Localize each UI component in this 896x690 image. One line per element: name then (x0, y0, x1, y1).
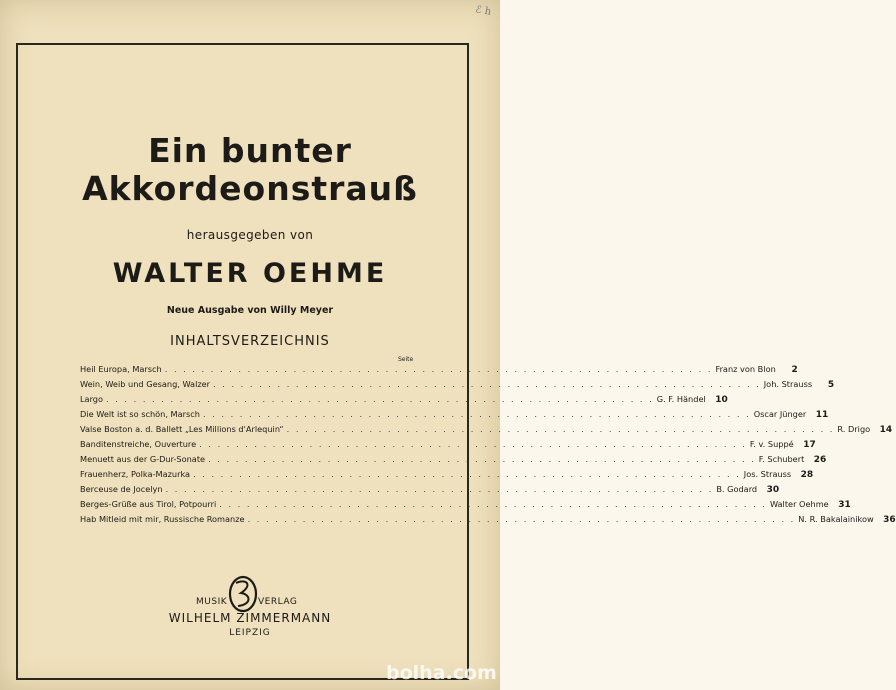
toc-entry (80, 452, 827, 467)
toc-entry (80, 392, 728, 407)
toc-entry-composer: Joh. Strauss (763, 379, 813, 389)
toc-leader-dots: . . . . . . . . . . . . . . . . . . . . . . . . . . . . . . . . . . . . . . . . . . . . . . . . . . . . . . . . . . . . (165, 484, 714, 494)
toc-entry-composer: F. v. Suppé (749, 439, 794, 449)
title-line-2: Akkordeonstrauß (82, 169, 418, 208)
toc-leader-dots: . . . . . . . . . . . . . . . . . . . . . . . . . . . . . . . . . . . . . . . . . . . . . . . . . . . . . . . . . . . . (286, 424, 835, 434)
toc-entry-title: Wein, Weib und Gesang, Walzer (80, 379, 211, 389)
toc-entry-title: Largo (80, 394, 104, 404)
publisher-verlag: VERLAG (258, 597, 298, 607)
publisher-logo-icon (226, 572, 260, 614)
toc-entry (80, 407, 829, 422)
toc-entry-composer: Jos. Strauss (743, 469, 792, 479)
page-column-label: Seite (398, 356, 414, 363)
toc-entry-page: 14 (879, 425, 893, 435)
toc-entry (80, 467, 814, 482)
toc-entry-title: Die Welt ist so schön, Marsch (80, 409, 200, 419)
toc-entry-composer: N. R. Bakalainikow (798, 514, 874, 524)
toc-entry-composer: R. Drigo (837, 424, 871, 434)
toc-entry-composer: B. Godard (716, 484, 758, 494)
publisher-city: LEIPZIG (229, 628, 271, 638)
toc-entry-title: Banditenstreiche, Ouverture (80, 439, 197, 449)
table-of-contents (80, 362, 896, 527)
watermark: bolha.com (386, 662, 497, 684)
toc-entry-title: Berges-Grüße aus Tirol, Potpourri (80, 499, 217, 509)
toc-entry-page: 2 (791, 365, 798, 375)
toc-entry-title: Hab Mitleid mit mir, Russische Romanze (80, 514, 245, 524)
toc-entry-page: 30 (766, 485, 780, 495)
toc-heading: INHALTSVERZEICHNIS (170, 334, 330, 349)
toc-entry-composer: Franz von Blon (715, 364, 776, 374)
toc-entry-composer: Oscar Jünger (753, 409, 807, 419)
toc-leader-dots: . . . . . . . . . . . . . . . . . . . . . . . . . . . . . . . . . . . . . . . . . . . . . . . . . . . . . . . . . . . . (219, 499, 767, 509)
handwritten-corner-note: ℰ h (474, 4, 492, 18)
publisher-name: WILHELM ZIMMERMANN (168, 611, 332, 625)
toc-entry-page: 36 (883, 515, 896, 525)
toc-entry-title: Heil Europa, Marsch (80, 364, 162, 374)
author-name: WALTER OEHME (112, 258, 388, 289)
toc-entry-title: Frauenherz, Polka-Mazurka (80, 469, 191, 479)
toc-entry-composer: F. Schubert (758, 454, 805, 464)
toc-entry-title: Menuett aus der G-Dur-Sonate (80, 454, 206, 464)
toc-entry-title: Berceuse de Jocelyn (80, 484, 163, 494)
subtitle: herausgegeben von (186, 228, 314, 242)
toc-leader-dots: . . . . . . . . . . . . . . . . . . . . . . . . . . . . . . . . . . . . . . . . . . . . . . . . . . . . . . . . . . . . (193, 469, 741, 479)
toc-leader-dots: . . . . . . . . . . . . . . . . . . . . . . . . . . . . . . . . . . . . . . . . . . . . . . . . . . . . . . . . . . . . (247, 514, 796, 524)
toc-entry-page: 28 (800, 470, 814, 480)
edition-note: Neue Ausgabe von Willy Meyer (166, 305, 334, 316)
toc-leader-dots: . . . . . . . . . . . . . . . . . . . . . . . . . . . . . . . . . . . . . . . . . . . . . . . . . . . . . . . . . . . . (213, 379, 761, 389)
toc-entry-page: 26 (813, 455, 827, 465)
toc-entry (80, 362, 798, 377)
toc-entry (80, 422, 893, 437)
toc-leader-dots: . . . . . . . . . . . . . . . . . . . . . . . . . . . . . . . . . . . . . . . . . . . . . . . . . . . . . . . . . . . . (164, 364, 713, 374)
toc-entry-composer: G. F. Händel (656, 394, 706, 404)
toc-leader-dots: . . . . . . . . . . . . . . . . . . . . . . . . . . . . . . . . . . . . . . . . . . . . . . . . . . . . . . . . . . . . (202, 409, 751, 419)
toc-entry-composer: Walter Oehme (769, 499, 829, 509)
toc-entry (80, 482, 780, 497)
toc-leader-dots: . . . . . . . . . . . . . . . . . . . . . . . . . . . . . . . . . . . . . . . . . . . . . . . . . . . . . . . . . . . . (106, 394, 654, 404)
toc-entry (80, 377, 835, 392)
toc-entry-page: 11 (815, 410, 829, 420)
publisher-musik: MUSIK (196, 597, 228, 607)
toc-entry (80, 437, 816, 452)
toc-entry-page: 5 (827, 380, 835, 390)
title-line-1: Ein bunter (148, 131, 352, 170)
toc-entry-page: 31 (838, 500, 851, 510)
toc-entry-page: 17 (803, 440, 816, 450)
toc-leader-dots: . . . . . . . . . . . . . . . . . . . . . . . . . . . . . . . . . . . . . . . . . . . . . . . . . . . . . . . . . . . . (199, 439, 747, 449)
toc-entry-page: 10 (715, 395, 728, 405)
toc-leader-dots: . . . . . . . . . . . . . . . . . . . . . . . . . . . . . . . . . . . . . . . . . . . . . . . . . . . . . . . . . . . . (208, 454, 756, 464)
toc-entry (80, 497, 851, 512)
toc-entry-title: Valse Boston a. d. Ballett „Les Millions d'Arlequin“ (80, 424, 284, 434)
toc-entry (80, 512, 896, 527)
